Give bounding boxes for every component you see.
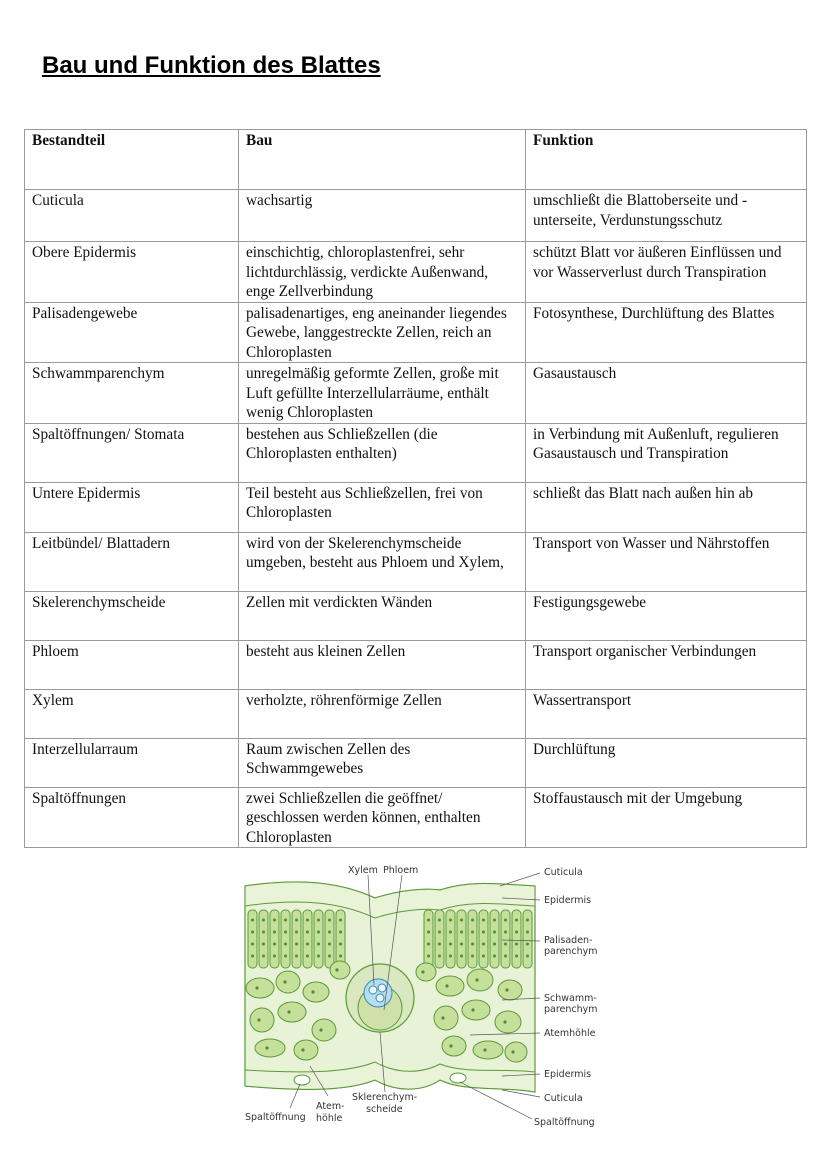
chloroplast	[317, 955, 320, 958]
chloroplast	[482, 931, 485, 934]
label-atemhoehle: Atemhöhle	[544, 1028, 596, 1039]
chloroplast	[526, 919, 529, 922]
spongy-cell	[278, 1002, 306, 1022]
chloroplast	[471, 931, 474, 934]
table-row	[25, 689, 807, 738]
chloroplast	[257, 1018, 260, 1021]
spongy-cell	[250, 1008, 274, 1032]
chloroplast	[328, 943, 331, 946]
chloroplast	[460, 943, 463, 946]
chloroplast	[441, 1016, 444, 1019]
chloroplast	[273, 931, 276, 934]
chloroplast	[438, 955, 441, 958]
label-sklerenchym-2: scheide	[366, 1104, 403, 1115]
cell-structure: wachsartig	[239, 190, 526, 242]
stoma	[450, 1073, 466, 1083]
cell-structure: unregelmäßig geformte Zellen, große mit Luft gefüllte Interzellularräume, enthält wenig Chloroplasten	[239, 363, 526, 424]
cell-structure: wird von der Skelerenchymscheide umgeben, besteht aus Phloem und Xylem,	[239, 532, 526, 591]
chloroplast	[311, 990, 314, 993]
cell-function: Gasaustausch	[526, 363, 807, 424]
spongy-cell	[434, 1006, 458, 1030]
cell-part: Cuticula	[25, 190, 239, 242]
chloroplast	[339, 955, 342, 958]
chloroplast	[515, 943, 518, 946]
cell-function: Festigungsgewebe	[526, 591, 807, 640]
chloroplast	[262, 919, 265, 922]
chloroplast	[306, 955, 309, 958]
chloroplast	[273, 943, 276, 946]
cell-function: in Verbindung mit Außenluft, regulieren Gasaustausch und Transpiration	[526, 423, 807, 482]
table-row	[25, 302, 807, 363]
label-atemhoehle-bottom-2: höhle	[316, 1113, 343, 1124]
chloroplast	[504, 943, 507, 946]
cell-structure: Zellen mit verdickten Wänden	[239, 591, 526, 640]
cell-function: schließt das Blatt nach außen hin ab	[526, 482, 807, 532]
chloroplast	[284, 919, 287, 922]
xylem-vessel	[376, 994, 384, 1002]
cell-part: Spaltöffnungen/ Stomata	[25, 423, 239, 482]
chloroplast	[475, 978, 478, 981]
chloroplast	[493, 943, 496, 946]
cell-function: Wassertransport	[526, 689, 807, 738]
label-epidermis-top: Epidermis	[544, 895, 592, 906]
spongy-cell	[255, 1039, 285, 1057]
table-row	[25, 738, 807, 787]
label-cuticula-bottom: Cuticula	[544, 1093, 583, 1104]
cell-function: Durchlüftung	[526, 738, 807, 787]
chloroplast	[427, 955, 430, 958]
header-cell: Funktion	[526, 130, 807, 190]
chloroplast	[335, 968, 338, 971]
chloroplast	[511, 1050, 514, 1053]
chloroplast	[251, 943, 254, 946]
chloroplast	[255, 986, 258, 989]
chloroplast	[482, 955, 485, 958]
chloroplast	[306, 919, 309, 922]
cell-function: Transport organischer Verbindungen	[526, 640, 807, 689]
chloroplast	[493, 931, 496, 934]
cell-function: Transport von Wasser und Nährstoffen	[526, 532, 807, 591]
chloroplast	[526, 955, 529, 958]
table-row	[25, 640, 807, 689]
chloroplast	[283, 980, 286, 983]
label-palisade-1: Palisaden-	[544, 935, 593, 946]
label-spaltoeffnung-right: Spaltöffnung	[534, 1117, 595, 1128]
chloroplast	[295, 919, 298, 922]
chloroplast	[482, 919, 485, 922]
chloroplast	[319, 1028, 322, 1031]
spongy-cell	[473, 1041, 503, 1059]
label-spaltoeffnung-left: Spaltöffnung	[245, 1112, 306, 1123]
chloroplast	[301, 1048, 304, 1051]
chloroplast	[262, 931, 265, 934]
cell-structure: bestehen aus Schließzellen (die Chloroplasten enthalten)	[239, 423, 526, 482]
label-atemhoehle-bottom-1: Atem-	[316, 1101, 345, 1112]
cell-part: Interzellularraum	[25, 738, 239, 787]
stoma	[294, 1075, 310, 1085]
leader-line	[500, 873, 540, 886]
chloroplast	[445, 984, 448, 987]
chloroplast	[526, 931, 529, 934]
leaf-tissue	[245, 882, 535, 1092]
chloroplast	[339, 919, 342, 922]
chloroplast	[482, 943, 485, 946]
header-cell: Bestandteil	[25, 130, 239, 190]
chloroplast	[306, 931, 309, 934]
chloroplast	[449, 955, 452, 958]
chloroplast	[265, 1046, 268, 1049]
chloroplast	[273, 919, 276, 922]
chloroplast	[295, 955, 298, 958]
label-sklerenchym-1: Sklerenchym-	[352, 1092, 418, 1103]
label-epidermis-bottom: Epidermis	[544, 1069, 592, 1080]
spongy-cell	[294, 1040, 318, 1060]
table-row	[25, 532, 807, 591]
spongy-cell	[462, 1000, 490, 1020]
chloroplast	[515, 919, 518, 922]
chloroplast	[306, 943, 309, 946]
chloroplast	[483, 1048, 486, 1051]
chloroplast	[438, 919, 441, 922]
chloroplast	[471, 955, 474, 958]
spongy-cell	[276, 971, 300, 993]
chloroplast	[251, 919, 254, 922]
label-spongy-2: parenchym	[544, 1004, 598, 1015]
table-row	[25, 482, 807, 532]
table-row	[25, 242, 807, 303]
table-row	[25, 591, 807, 640]
label-cuticula-top: Cuticula	[544, 867, 583, 878]
xylem-vessel	[378, 984, 386, 992]
chloroplast	[503, 1020, 506, 1023]
table-row	[25, 423, 807, 482]
cell-function: Fotosynthese, Durchlüftung des Blattes	[526, 302, 807, 363]
chloroplast	[449, 919, 452, 922]
cell-part: Leitbündel/ Blattadern	[25, 532, 239, 591]
chloroplast	[284, 955, 287, 958]
cell-structure: Teil besteht aus Schließzellen, frei von Chloroplasten	[239, 482, 526, 532]
spongy-cell	[498, 980, 522, 1000]
label-phloem: Phloem	[383, 865, 419, 876]
chloroplast	[460, 931, 463, 934]
leaf-structure-table	[24, 129, 807, 848]
label-spongy-1: Schwamm-	[544, 993, 597, 1004]
chloroplast	[328, 955, 331, 958]
chloroplast	[339, 943, 342, 946]
chloroplast	[251, 931, 254, 934]
chloroplast	[328, 919, 331, 922]
chloroplast	[504, 955, 507, 958]
chloroplast	[504, 931, 507, 934]
chloroplast	[493, 919, 496, 922]
cell-part: Skelerenchymscheide	[25, 591, 239, 640]
leaf-cross-section-diagram	[240, 860, 600, 1130]
chloroplast	[493, 955, 496, 958]
label-palisade-2: parenchym	[544, 946, 598, 957]
header-cell: Bau	[239, 130, 526, 190]
chloroplast	[427, 943, 430, 946]
chloroplast	[515, 955, 518, 958]
cell-structure: Raum zwischen Zellen des Schwammgewebes	[239, 738, 526, 787]
chloroplast	[471, 943, 474, 946]
chloroplast	[427, 931, 430, 934]
spongy-cell	[416, 963, 436, 981]
spongy-cell	[303, 982, 329, 1002]
chloroplast	[460, 919, 463, 922]
cell-structure: einschichtig, chloroplastenfrei, sehr lichtdurchlässig, verdickte Außenwand, enge Zellverbindung	[239, 242, 526, 303]
chloroplast	[284, 943, 287, 946]
cell-function: Stoffaustausch mit der Umgebung	[526, 787, 807, 848]
chloroplast	[504, 919, 507, 922]
cell-structure: palisadenartiges, eng aneinander liegendes Gewebe, langgestreckte Zellen, reich an Chloroplasten	[239, 302, 526, 363]
chloroplast	[328, 931, 331, 934]
cell-part: Schwammparenchym	[25, 363, 239, 424]
spongy-cell	[246, 978, 274, 998]
spongy-cell	[312, 1019, 336, 1041]
label-xylem: Xylem	[348, 865, 378, 876]
cell-function: schützt Blatt vor äußeren Einflüssen und vor Wasserverlust durch Transpiration	[526, 242, 807, 303]
table-row	[25, 190, 807, 242]
chloroplast	[460, 955, 463, 958]
chloroplast	[449, 943, 452, 946]
chloroplast	[505, 988, 508, 991]
chloroplast	[287, 1010, 290, 1013]
chloroplast	[273, 955, 276, 958]
chloroplast	[262, 955, 265, 958]
chloroplast	[262, 943, 265, 946]
chloroplast	[449, 931, 452, 934]
chloroplast	[438, 943, 441, 946]
cell-part: Phloem	[25, 640, 239, 689]
chloroplast	[295, 943, 298, 946]
chloroplast	[317, 931, 320, 934]
cell-structure: verholzte, röhrenförmige Zellen	[239, 689, 526, 738]
cell-structure: zwei Schließzellen die geöffnet/ geschlossen werden können, enthalten Chloroplasten	[239, 787, 526, 848]
page-title: Bau und Funktion des Blattes	[42, 52, 381, 79]
cell-part: Untere Epidermis	[25, 482, 239, 532]
chloroplast	[427, 919, 430, 922]
spongy-cell	[436, 976, 464, 996]
spongy-cell	[467, 969, 493, 991]
cell-part: Spaltöffnungen	[25, 787, 239, 848]
chloroplast	[317, 919, 320, 922]
chloroplast	[295, 931, 298, 934]
spongy-cell	[330, 961, 350, 979]
table-row	[25, 363, 807, 424]
chloroplast	[438, 931, 441, 934]
spongy-cell	[442, 1036, 466, 1056]
cell-structure: besteht aus kleinen Zellen	[239, 640, 526, 689]
chloroplast	[526, 943, 529, 946]
cell-part: Obere Epidermis	[25, 242, 239, 303]
chloroplast	[251, 955, 254, 958]
cell-part: Palisadengewebe	[25, 302, 239, 363]
chloroplast	[515, 931, 518, 934]
chloroplast	[284, 931, 287, 934]
chloroplast	[317, 943, 320, 946]
chloroplast	[339, 931, 342, 934]
chloroplast	[421, 970, 424, 973]
table-header-row	[25, 130, 807, 190]
chloroplast	[471, 919, 474, 922]
chloroplast	[471, 1008, 474, 1011]
table-row	[25, 787, 807, 848]
cell-function: umschließt die Blattoberseite und - unterseite, Verdunstungsschutz	[526, 190, 807, 242]
cell-part: Xylem	[25, 689, 239, 738]
spongy-cell	[495, 1011, 521, 1033]
xylem-vessel	[369, 986, 377, 994]
spongy-cell	[505, 1042, 527, 1062]
chloroplast	[449, 1044, 452, 1047]
